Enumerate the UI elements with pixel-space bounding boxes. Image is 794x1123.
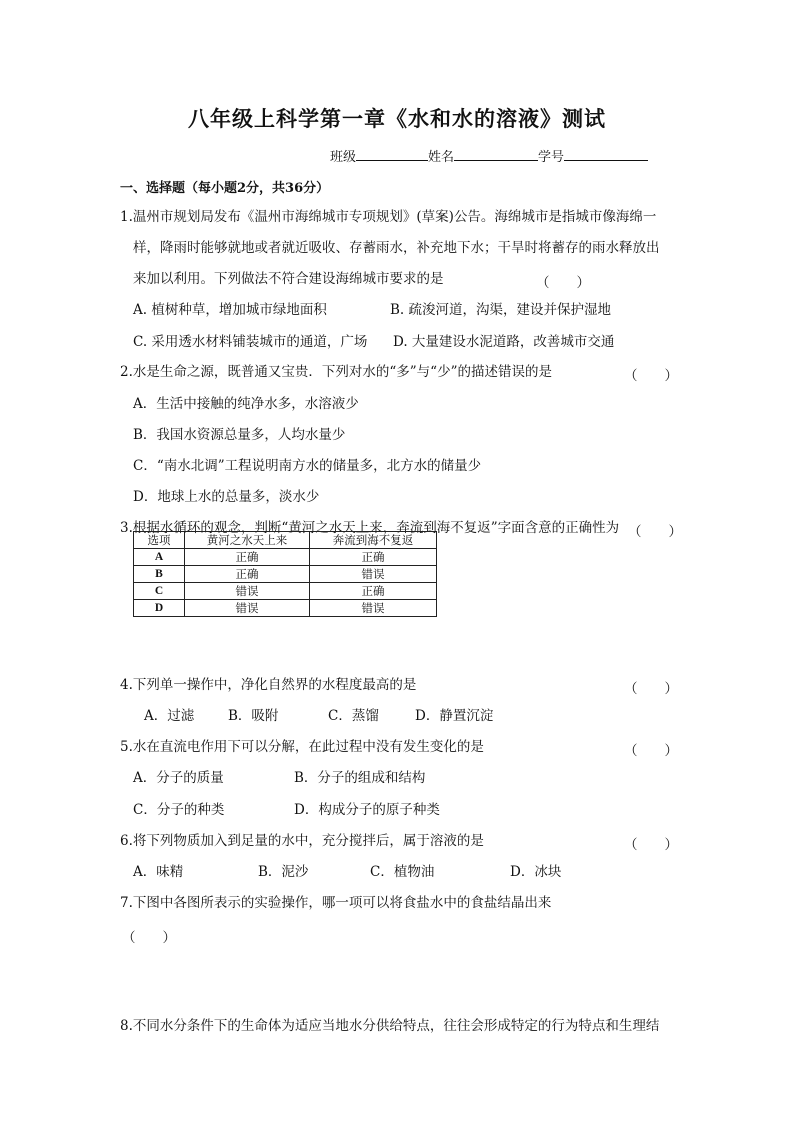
table-cell: 错误 — [185, 583, 310, 600]
q5-option-a: A．分子的质量 — [133, 770, 224, 786]
q7-stem: 7.下图中各图所表示的实验操作，哪一项可以将食盐水中的食盐结晶出来 — [120, 895, 552, 911]
q2-option-d: D．地球上水的总量多，淡水少 — [133, 489, 320, 505]
table-cell: 正确 — [185, 566, 310, 583]
class-blank[interactable] — [356, 147, 428, 161]
table-row — [134, 566, 437, 583]
table-cell: D — [134, 600, 185, 617]
q1-option-a: A. 植树种草，增加城市绿地面积 — [133, 302, 327, 318]
table-row — [134, 600, 437, 617]
q6-stem: 6.将下列物质加入到足量的水中，充分搅拌后，属于溶液的是 — [120, 833, 484, 849]
table-cell: 错误 — [310, 600, 437, 617]
q5-option-d: D．构成分子的原子种类 — [294, 802, 440, 818]
id-label: 学号 — [538, 150, 565, 165]
q4-option-c: C．蒸馏 — [328, 708, 379, 724]
q3-stem: 3.根据水循环的观念，判断“黄河之水天上来，奔流到海不复返”字面含意的正确性为 — [120, 520, 620, 536]
table-cell: 正确 — [310, 583, 437, 600]
class-label: 班级 — [330, 150, 357, 165]
q3-options-table — [133, 531, 437, 617]
q1-line-1: 1.温州市规划局发布《温州市海绵城市专项规划》(草案)公告。海绵城市是指城市像海绵一 — [120, 209, 657, 225]
q4-answer-blank[interactable]: （ ） — [624, 681, 678, 697]
id-blank[interactable] — [564, 147, 648, 161]
q1-line-2: 样，降雨时能够就地或者就近吸收、存蓄雨水，补充地下水；干旱时将蓄存的雨水释放出 — [133, 240, 660, 256]
q5-option-b: B．分子的组成和结构 — [294, 770, 426, 786]
q6-option-b: B．泥沙 — [258, 864, 309, 880]
q6-option-d: D．冰块 — [510, 864, 562, 880]
q1-option-c: C. 采用透水材料铺装城市的通道，广场 — [133, 334, 368, 350]
table-header-row — [134, 532, 437, 549]
table-header-cell: 选项 — [134, 532, 185, 549]
q1-line-3: 来加以利用。下列做法不符合建设海绵城市要求的是 — [133, 271, 444, 287]
page-title: 八年级上科学第一章《水和水的溶液》测试 — [188, 106, 606, 131]
name-label: 姓名 — [428, 150, 455, 165]
table-cell: A — [134, 549, 185, 566]
q2-stem: 2.水是生命之源，既普通又宝贵．下列对水的“多”与“少”的描述错误的是 — [120, 364, 552, 380]
table-cell: 错误 — [310, 566, 437, 583]
q5-option-c: C．分子的种类 — [133, 802, 225, 818]
q2-option-a: A．生活中接触的纯净水多，水溶液少 — [133, 396, 359, 412]
table-header-cell: 奔流到海不复返 — [310, 532, 437, 549]
table-row — [134, 549, 437, 566]
name-blank[interactable] — [454, 147, 538, 161]
q1-option-d: D. 大量建设水泥道路，改善城市交通 — [393, 334, 615, 350]
q5-stem: 5.水在直流电作用下可以分解，在此过程中没有发生变化的是 — [120, 739, 484, 755]
q6-answer-blank[interactable]: （ ） — [624, 837, 678, 853]
table-cell: C — [134, 583, 185, 600]
q8-stem: 8.不同水分条件下的生命体为适应当地水分供给特点，往往会形成特定的行为特点和生理结 — [120, 1018, 660, 1034]
table-cell: B — [134, 566, 185, 583]
q2-option-c: C．“南水北调”工程说明南方水的储量多，北方水的储量少 — [133, 458, 482, 474]
q7-answer-blank[interactable]: （ ） — [122, 930, 176, 946]
student-info-line — [330, 146, 648, 165]
q1-option-b: B. 疏浚河道，沟渠，建设并保护湿地 — [390, 302, 612, 318]
q2-option-b: B．我国水资源总量多，人均水量少 — [133, 427, 346, 443]
table-row — [134, 583, 437, 600]
table-header-cell: 黄河之水天上来 — [185, 532, 310, 549]
q6-option-c: C．植物油 — [370, 864, 435, 880]
section-heading: 一、选择题（每小题2分，共36分） — [120, 181, 330, 196]
q4-option-a: A．过滤 — [144, 708, 195, 724]
q1-answer-blank[interactable]: （ ） — [536, 275, 590, 291]
q4-option-b: B．吸附 — [228, 708, 279, 724]
q2-answer-blank[interactable]: （ ） — [624, 368, 678, 384]
q4-stem: 4.下列单一操作中，净化自然界的水程度最高的是 — [120, 677, 417, 693]
table-cell: 正确 — [310, 549, 437, 566]
q3-answer-blank[interactable]: （ ） — [628, 524, 682, 540]
q5-answer-blank[interactable]: （ ） — [624, 743, 678, 759]
table-cell: 错误 — [185, 600, 310, 617]
q4-option-d: D．静置沉淀 — [415, 708, 494, 724]
table-cell: 正确 — [185, 549, 310, 566]
q6-option-a: A．味精 — [133, 864, 184, 880]
